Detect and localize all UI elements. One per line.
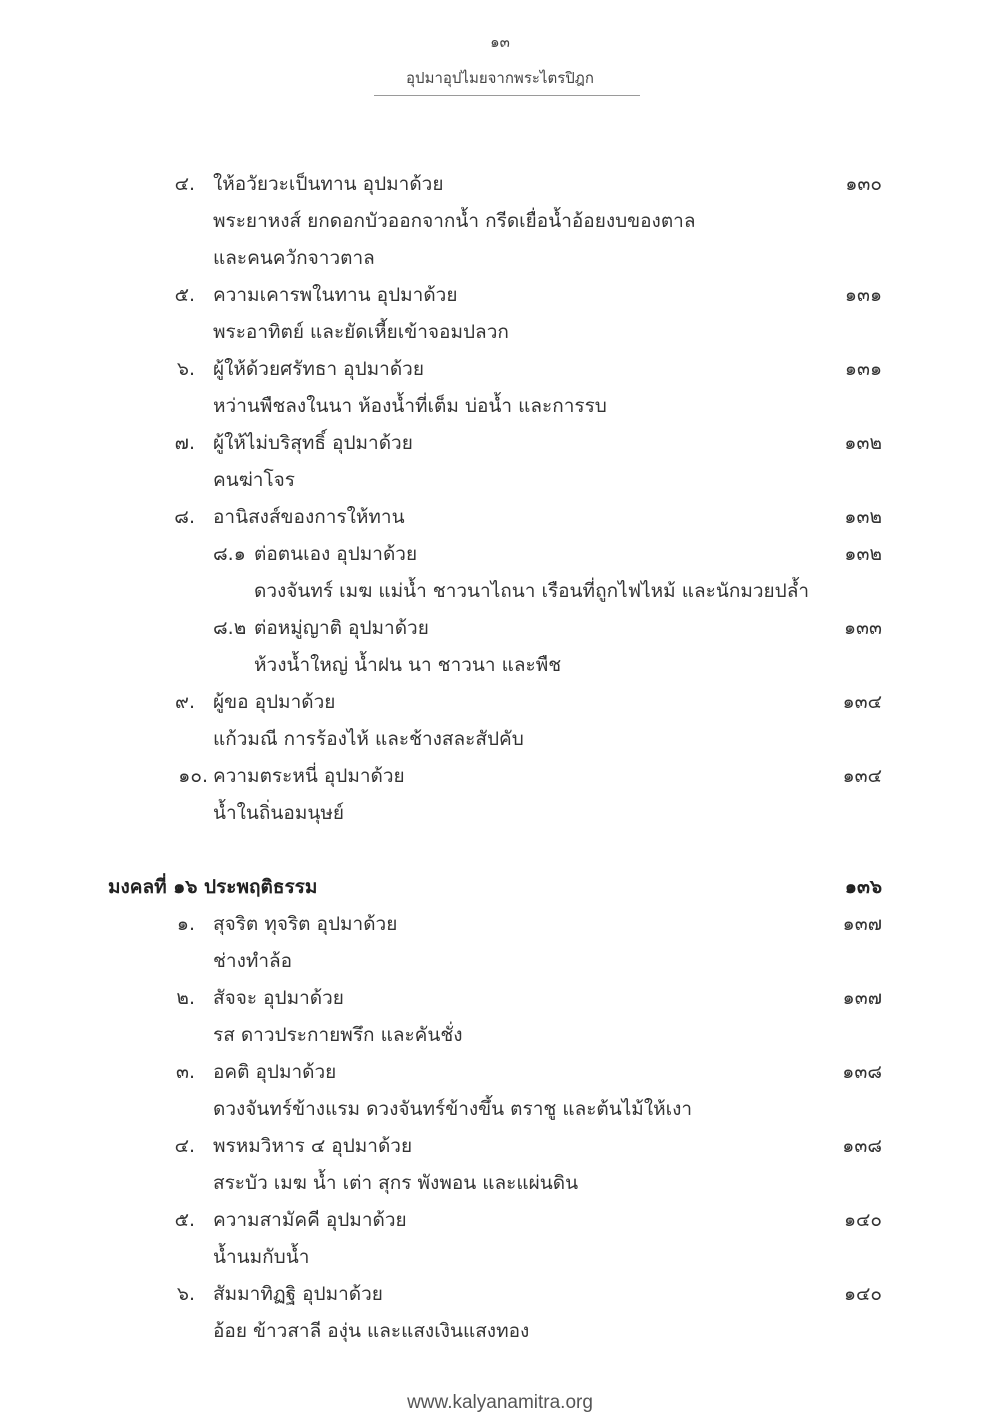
entry-number: ๔. — [174, 173, 195, 195]
entry-detail: น้ำในถิ่นอมนุษย์ — [213, 802, 344, 824]
header-divider — [374, 95, 640, 96]
entry-detail: แก้วมณี การร้องไห้ และช้างสละสัปคับ — [213, 728, 524, 750]
entry-number: ๙. — [175, 691, 195, 713]
subentry-number: ๘.๑ — [213, 543, 246, 565]
toc-entry-detail — [0, 721, 1000, 758]
entry-title: ความเคารพในทาน อุปมาด้วย — [213, 284, 458, 306]
entry-title: สุจริต ทุจริต อุปมาด้วย — [213, 913, 398, 935]
toc-entry-detail — [0, 203, 1000, 240]
toc-entry — [0, 277, 1000, 314]
toc-entry — [0, 425, 1000, 462]
entry-detail: ห้วงน้ำใหญ่ น้ำฝน นา ชาวนา และพืช — [254, 654, 562, 676]
entry-detail: ดวงจันทร์ เมฆ แม่น้ำ ชาวนาไถนา เรือนที่ถูกไฟไหม้ และนักมวยปล้ำ — [254, 580, 810, 602]
footer-website: www.kalyanamitra.org — [407, 1392, 593, 1413]
toc-entry-detail — [0, 1239, 1000, 1276]
toc-entry-detail — [0, 795, 1000, 832]
section-title: มงคลที่ ๑๖ ประพฤติธรรม — [108, 876, 318, 898]
entry-number: ๕. — [174, 1209, 195, 1231]
toc-entry-detail — [0, 1091, 1000, 1128]
toc-subentry — [0, 536, 1000, 573]
entry-page: ๑๓๒ — [844, 543, 882, 565]
entry-detail: พระอาทิตย์ และยัดเหี้ยเข้าจอมปลวก — [213, 321, 509, 343]
book-title: อุปมาอุปไมยจากพระไตรปิฎก — [406, 69, 594, 87]
toc-entry-detail — [0, 462, 1000, 499]
entry-detail: น้ำนมกับน้ำ — [213, 1246, 310, 1268]
entry-detail: พระยาหงส์ ยกดอกบัวออกจากน้ำ กรีดเยื่อน้ำอ้อยงบของตาล — [213, 210, 696, 232]
page-number: ๑๓ — [490, 33, 510, 51]
entry-detail: ช่างทำล้อ — [213, 950, 293, 972]
entry-number: ๕. — [174, 284, 195, 306]
toc-entry — [0, 1054, 1000, 1091]
subentry-number: ๘.๒ — [213, 617, 247, 639]
entry-number: ๗. — [174, 432, 195, 454]
entry-page: ๑๓๑ — [844, 358, 882, 380]
toc-entry — [0, 351, 1000, 388]
toc-entry — [0, 980, 1000, 1017]
entry-number: ๑. — [176, 913, 195, 935]
toc-entry-detail — [0, 573, 1000, 610]
entry-number: ๓. — [175, 1061, 195, 1083]
toc-entry — [0, 758, 1000, 795]
toc-entry-detail — [0, 1017, 1000, 1054]
toc-entry-detail — [0, 647, 1000, 684]
entry-detail: และคนควักจาวตาล — [213, 247, 375, 269]
entry-page: ๑๔๐ — [843, 1283, 882, 1305]
entry-page: ๑๓๘ — [842, 1061, 882, 1083]
toc-entry-detail — [0, 240, 1000, 277]
subentry-title: ต่อหมู่ญาติ อุปมาด้วย — [254, 617, 429, 639]
entry-number: ๑๐. — [178, 765, 208, 787]
section-page: ๑๓๖ — [844, 876, 882, 898]
entry-title: อคติ อุปมาด้วย — [213, 1061, 337, 1083]
entry-number: ๒. — [176, 987, 195, 1009]
entry-detail: อ้อย ข้าวสาลี องุ่น และแสงเงินแสงทอง — [213, 1320, 530, 1342]
toc-entry-detail — [0, 314, 1000, 351]
toc-entry-detail — [0, 1165, 1000, 1202]
toc-entry — [0, 499, 1000, 536]
entry-page: ๑๔๐ — [843, 1209, 882, 1231]
page-header — [0, 30, 1000, 90]
entry-title: พรหมวิหาร ๔ อุปมาด้วย — [213, 1135, 413, 1157]
toc-subentry — [0, 610, 1000, 647]
entry-title: ให้อวัยวะเป็นทาน อุปมาด้วย — [213, 173, 444, 195]
entry-page: ๑๓๒ — [844, 432, 882, 454]
entry-title: ความสามัคคี อุปมาด้วย — [213, 1209, 407, 1231]
entry-number: ๖. — [176, 358, 195, 380]
entry-number: ๘. — [174, 506, 195, 528]
entry-number: ๔. — [174, 1135, 195, 1157]
entry-page: ๑๓๗ — [842, 987, 882, 1009]
entry-title: ผู้ให้ไม่บริสุทธิ์ อุปมาด้วย — [213, 432, 413, 454]
entry-title: ผู้ให้ด้วยศรัทธา อุปมาด้วย — [213, 358, 424, 380]
toc-entry — [0, 1276, 1000, 1313]
entry-title: สัจจะ อุปมาด้วย — [213, 987, 344, 1009]
entry-page: ๑๓๔ — [842, 765, 882, 787]
entry-page: ๑๓๔ — [842, 691, 882, 713]
entry-page: ๑๓๘ — [842, 1135, 882, 1157]
entry-title: ความตระหนี่ อุปมาด้วย — [213, 765, 405, 787]
toc-entry — [0, 166, 1000, 203]
entry-detail: หว่านพืชลงในนา ห้องน้ำที่เต็ม บ่อน้ำ และการรบ — [213, 395, 607, 417]
entry-page: ๑๓๓ — [843, 617, 882, 639]
entry-title: สัมมาทิฏฐิ อุปมาด้วย — [213, 1283, 383, 1305]
toc-entry-detail — [0, 1313, 1000, 1350]
entry-title: ผู้ขอ อุปมาด้วย — [213, 691, 336, 713]
entry-page: ๑๓๐ — [845, 173, 882, 195]
entry-detail: ดวงจันทร์ข้างแรม ดวงจันทร์ข้างขึ้น ตราชู และต้นไม้ให้เงา — [213, 1098, 693, 1120]
entry-detail: สระบัว เมฆ น้ำ เต่า สุกร พังพอน และแผ่นดิน — [213, 1172, 579, 1194]
entry-page: ๑๓๒ — [844, 506, 882, 528]
toc-entry — [0, 684, 1000, 721]
entry-detail: รส ดาวประกายพรึก และคันชั่ง — [213, 1024, 463, 1046]
entry-title: อานิสงส์ของการให้ทาน — [213, 506, 405, 528]
entry-page: ๑๓๗ — [842, 913, 882, 935]
toc-entry — [0, 1202, 1000, 1239]
entry-page: ๑๓๑ — [844, 284, 882, 306]
toc-entry — [0, 1128, 1000, 1165]
entry-number: ๖. — [176, 1283, 195, 1305]
toc-entry-detail — [0, 943, 1000, 980]
toc-entry-detail — [0, 388, 1000, 425]
toc-entry — [0, 906, 1000, 943]
subentry-title: ต่อตนเอง อุปมาด้วย — [254, 543, 418, 565]
section-heading — [0, 869, 1000, 906]
entry-detail: คนฆ่าโจร — [213, 469, 296, 491]
